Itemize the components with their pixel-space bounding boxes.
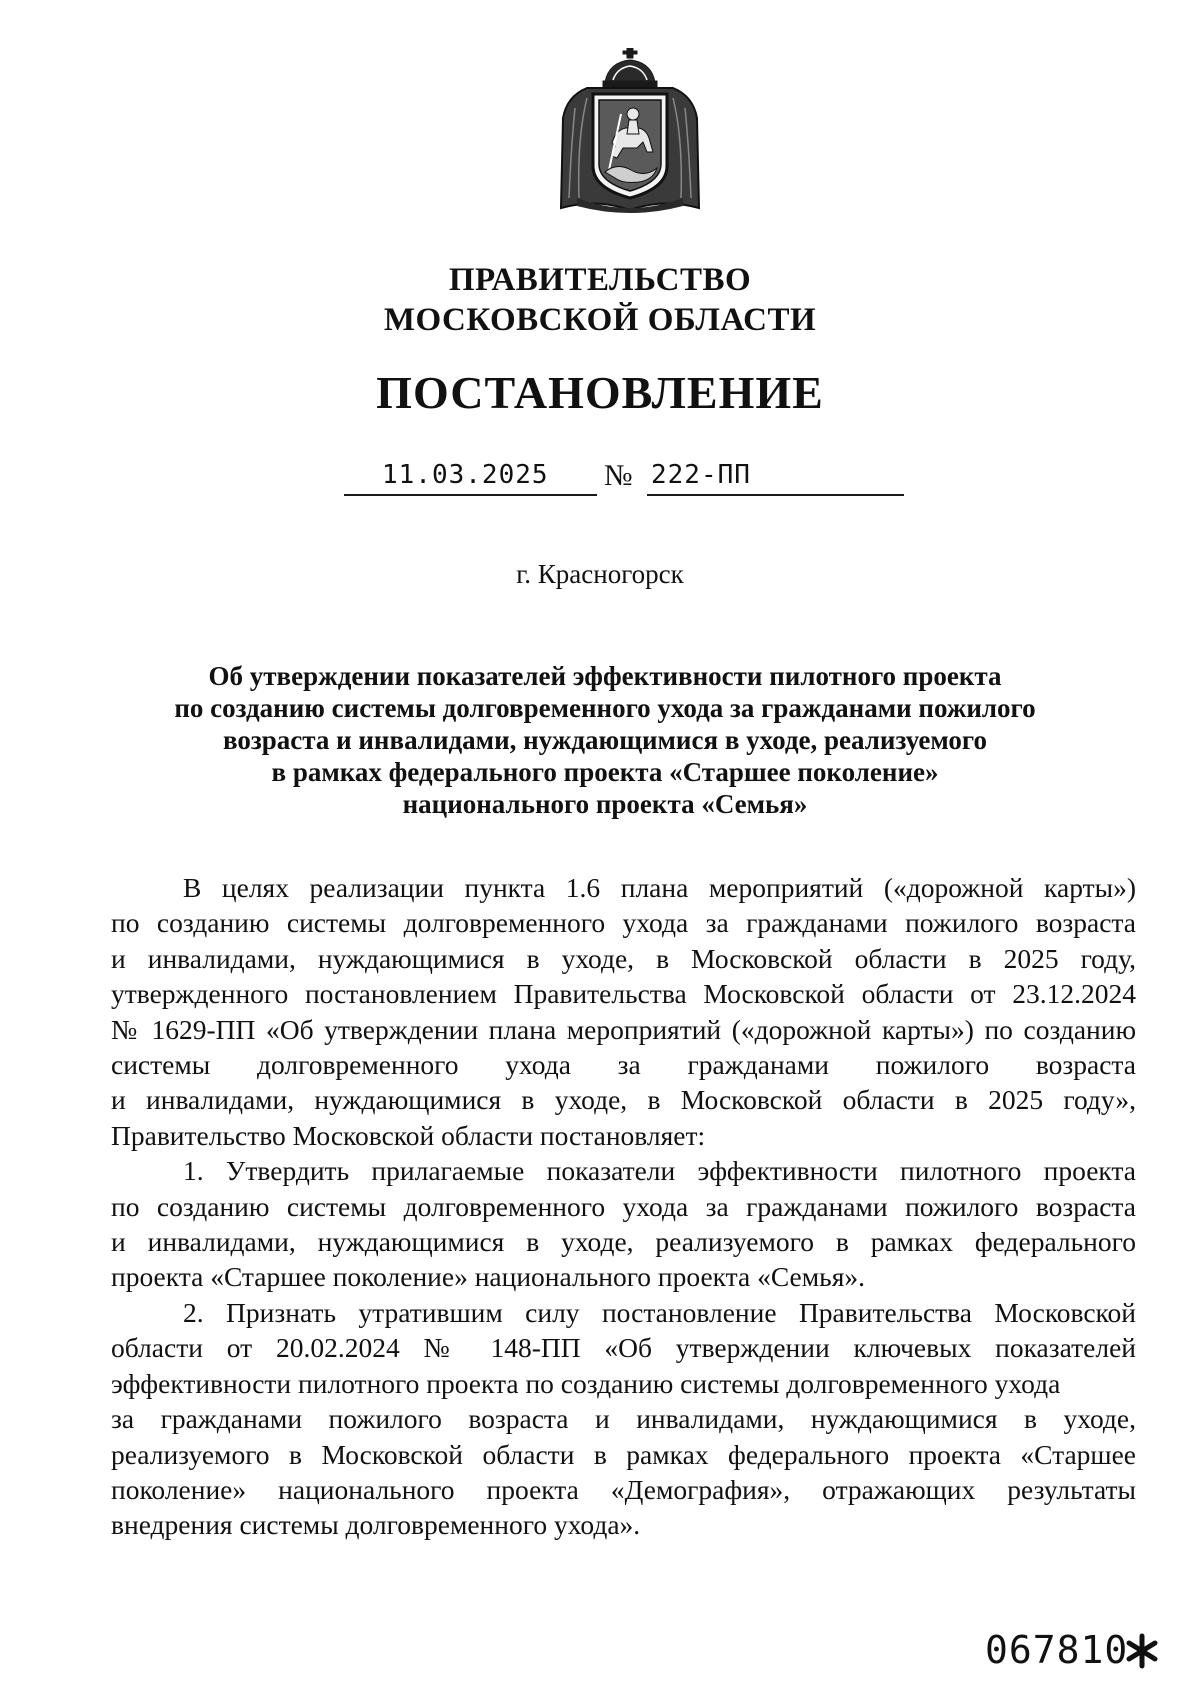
item1-line: и инвалидами, нуждающимися в уходе, реализуемого в рамках федерального (111, 1226, 1136, 1258)
serial-number: 067810 (985, 1628, 1129, 1672)
title-line: по созданию системы долговременного ухода за гражданами пожилого (174, 693, 1036, 723)
number-underline (647, 494, 904, 496)
city-name: г. Красногорск (516, 559, 684, 589)
document-body (111, 870, 1136, 1543)
title-line: Об утверждении показателей эффективности пилотного проекта (208, 661, 1002, 691)
document-title (150, 660, 1060, 820)
preamble-line: по созданию системы долговременного ухода за гражданами пожилого возраста (111, 907, 1136, 939)
title-line: возраста и инвалидами, нуждающимися в уходе, реализуемого (222, 725, 987, 755)
item2-line: поколение» национального проекта «Демография», отражающих результаты (111, 1473, 1136, 1505)
item2-line: за гражданами пожилого возраста и инвалидами, нуждающимися в уходе, (111, 1403, 1136, 1435)
item2-line: реализуемого в Московской области в рамках федерального проекта «Старшее (111, 1438, 1136, 1470)
organization-name-line1: ПРАВИТЕЛЬСТВО (448, 262, 752, 298)
preamble-line: и инвалидами, нуждающимися в уходе, в Московской области в 2025 году, (111, 942, 1136, 974)
item1-line: по созданию системы долговременного ухода за гражданами пожилого возраста (111, 1190, 1136, 1222)
preamble-line: системы долговременного ухода за гражданами пожилого возраста (111, 1049, 1136, 1081)
organization-name-line2: МОСКОВСКОЙ ОБЛАСТИ (383, 302, 817, 338)
title-line: национального проекта «Семья» (402, 789, 808, 819)
preamble-line: В целях реализации пункта 1.6 плана мероприятий («дорожной карты») (183, 872, 1136, 903)
item2-line: области от 20.02.2024 № 148-ПП «Об утверждении ключевых показателей (111, 1332, 1136, 1364)
document-number: 222-ПП (651, 460, 751, 490)
preamble-line: Правительство Московской области постановляет: (111, 1119, 706, 1151)
document-type-heading: ПОСТАНОВЛЕНИЕ (376, 367, 824, 418)
number-sign: № (604, 459, 633, 492)
item2-line: эффективности пилотного проекта по созданию системы долговременного ухода (111, 1367, 1061, 1399)
document-date: 11.03.2025 (382, 460, 549, 490)
preamble-line: и инвалидами, нуждающимися в уходе, в Московской области в 2025 году», (111, 1084, 1136, 1116)
title-line: в рамках федерального проекта «Старшее поколение» (271, 757, 939, 787)
coat-of-arms-emblem (557, 48, 703, 213)
date-underline (344, 494, 597, 496)
item2-line: внедрения системы долговременного ухода». (111, 1509, 641, 1541)
item1-line: 1. Утвердить прилагаемые показатели эффективности пилотного проекта (183, 1155, 1136, 1187)
preamble-line: утвержденного постановлением Правительства Московской области от 23.12.2024 (111, 978, 1136, 1010)
item2-line: 2. Признать утратившим силу постановление Правительства Московской (183, 1296, 1136, 1328)
item1-line: проекта «Старшее поколение» национального проекта «Семья». (111, 1261, 865, 1293)
asterisk-icon (1125, 1632, 1159, 1670)
preamble-line: № 1629-ПП «Об утверждении плана мероприятий («дорожной карты») по созданию (111, 1013, 1136, 1045)
